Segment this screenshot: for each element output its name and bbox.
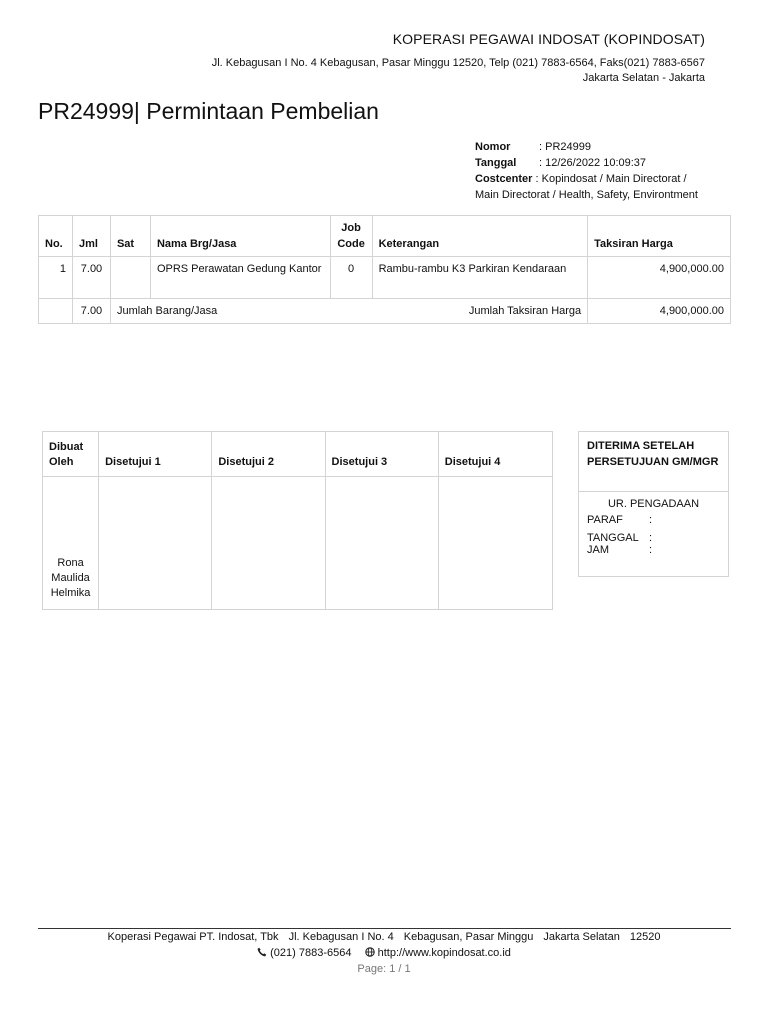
total-jml: 7.00 bbox=[72, 299, 110, 324]
total-jumlah-label: Jumlah Barang/Jasa bbox=[110, 299, 372, 324]
col-keterangan: Keterangan bbox=[372, 216, 588, 257]
total-taksiran-value: 4,900,000.00 bbox=[588, 299, 731, 324]
footer-city: Jakarta Selatan bbox=[543, 931, 620, 943]
col-disetujui-2: Disetujui 2 bbox=[212, 432, 325, 477]
jam-label: JAM bbox=[587, 544, 609, 556]
col-sat: Sat bbox=[110, 216, 150, 257]
cell-job-code: 0 bbox=[330, 257, 372, 299]
jam-line bbox=[579, 544, 728, 556]
col-job-code: Job Code bbox=[330, 216, 372, 257]
cell-keterangan: Rambu-rambu K3 Parkiran Kendaraan bbox=[372, 257, 588, 299]
cell-nama: OPRS Perawatan Gedung Kantor bbox=[150, 257, 330, 299]
approval-signature-row bbox=[43, 477, 553, 610]
meta-tanggal bbox=[475, 155, 735, 171]
footer-street: Jl. Kebagusan I No. 4 bbox=[288, 931, 394, 943]
meta-costcenter bbox=[475, 171, 735, 187]
approval-header-row bbox=[43, 432, 553, 477]
receive-title: DITERIMA SETELAH PERSETUJUAN GM/MGR bbox=[579, 432, 728, 492]
col-disetujui-3: Disetujui 3 bbox=[325, 432, 438, 477]
costcenter-value-cont: Main Directorat / Health, Safety, Environtment bbox=[475, 189, 698, 201]
footer bbox=[0, 929, 768, 977]
footer-postal: 12520 bbox=[629, 931, 661, 943]
nomor-label: Nomor bbox=[475, 141, 511, 153]
paraf-colon: : bbox=[649, 514, 653, 526]
signature-slot-4 bbox=[438, 477, 552, 610]
company-address bbox=[212, 56, 705, 86]
footer-website[interactable]: http://www.kopindosat.co.id bbox=[377, 947, 511, 959]
cell-jml: 7.00 bbox=[72, 257, 110, 299]
col-taksiran: Taksiran Harga bbox=[588, 216, 731, 257]
receive-tanggal-label: TANGGAL bbox=[587, 532, 639, 544]
paraf-label: PARAF bbox=[587, 514, 623, 526]
page-number: Page: 1 / 1 bbox=[357, 963, 411, 975]
signature-slot-1 bbox=[99, 477, 212, 610]
footer-contact bbox=[0, 945, 768, 961]
col-disetujui-4: Disetujui 4 bbox=[438, 432, 552, 477]
address-line-1: Jl. Kebagusan I No. 4 Kebagusan, Pasar Minggu 12520, Telp (021) 7883-6564, Faks(021) 7883-6567 bbox=[211, 57, 705, 69]
items-header-row bbox=[39, 216, 731, 257]
tanggal-label: Tanggal bbox=[475, 157, 517, 169]
total-no-cell bbox=[39, 299, 73, 324]
globe-icon bbox=[365, 947, 375, 957]
signature-slot-2 bbox=[212, 477, 325, 610]
footer-phone: (021) 7883-6564 bbox=[270, 947, 352, 959]
tanggal-line bbox=[579, 532, 728, 544]
costcenter-label: Costcenter bbox=[475, 173, 533, 185]
signature-slot-3 bbox=[325, 477, 438, 610]
phone-icon bbox=[257, 947, 267, 957]
cell-sat bbox=[110, 257, 150, 299]
col-dibuat-oleh: Dibuat Oleh bbox=[43, 432, 99, 477]
document-title: PR24999| Permintaan Pembelian bbox=[38, 98, 379, 124]
footer-company: Koperasi Pegawai PT. Indosat, Tbk bbox=[107, 931, 279, 943]
col-jml: Jml bbox=[72, 216, 110, 257]
jam-colon: : bbox=[649, 544, 653, 556]
receive-box bbox=[578, 431, 729, 577]
tanggal-value: : 12/26/2022 10:09:37 bbox=[539, 157, 647, 169]
dibuat-oleh-name: Rona Maulida Helmika bbox=[43, 477, 99, 610]
company-name: KOPERASI PEGAWAI INDOSAT (KOPINDOSAT) bbox=[392, 31, 705, 47]
total-row bbox=[39, 299, 731, 324]
cell-no: 1 bbox=[39, 257, 73, 299]
tanggal-colon: : bbox=[649, 532, 653, 544]
meta-nomor bbox=[475, 139, 735, 155]
items-table bbox=[38, 215, 731, 324]
address-line-2: Jakarta Selatan - Jakarta bbox=[582, 72, 705, 84]
paraf-line bbox=[579, 514, 728, 526]
col-no: No. bbox=[39, 216, 73, 257]
approval-table bbox=[42, 431, 553, 610]
table-row bbox=[39, 257, 731, 299]
footer-district: Kebagusan, Pasar Minggu bbox=[403, 931, 534, 943]
document-meta bbox=[475, 139, 735, 203]
nomor-value: : PR24999 bbox=[539, 141, 591, 153]
col-disetujui-1: Disetujui 1 bbox=[99, 432, 212, 477]
total-taksiran-label: Jumlah Taksiran Harga bbox=[372, 299, 588, 324]
footer-address bbox=[0, 929, 768, 945]
col-nama: Nama Brg/Jasa bbox=[150, 216, 330, 257]
cell-taksiran: 4,900,000.00 bbox=[588, 257, 731, 299]
costcenter-value: : Kopindosat / Main Directorat / bbox=[535, 173, 687, 185]
receive-dept: UR. PENGADAAN bbox=[607, 498, 700, 510]
